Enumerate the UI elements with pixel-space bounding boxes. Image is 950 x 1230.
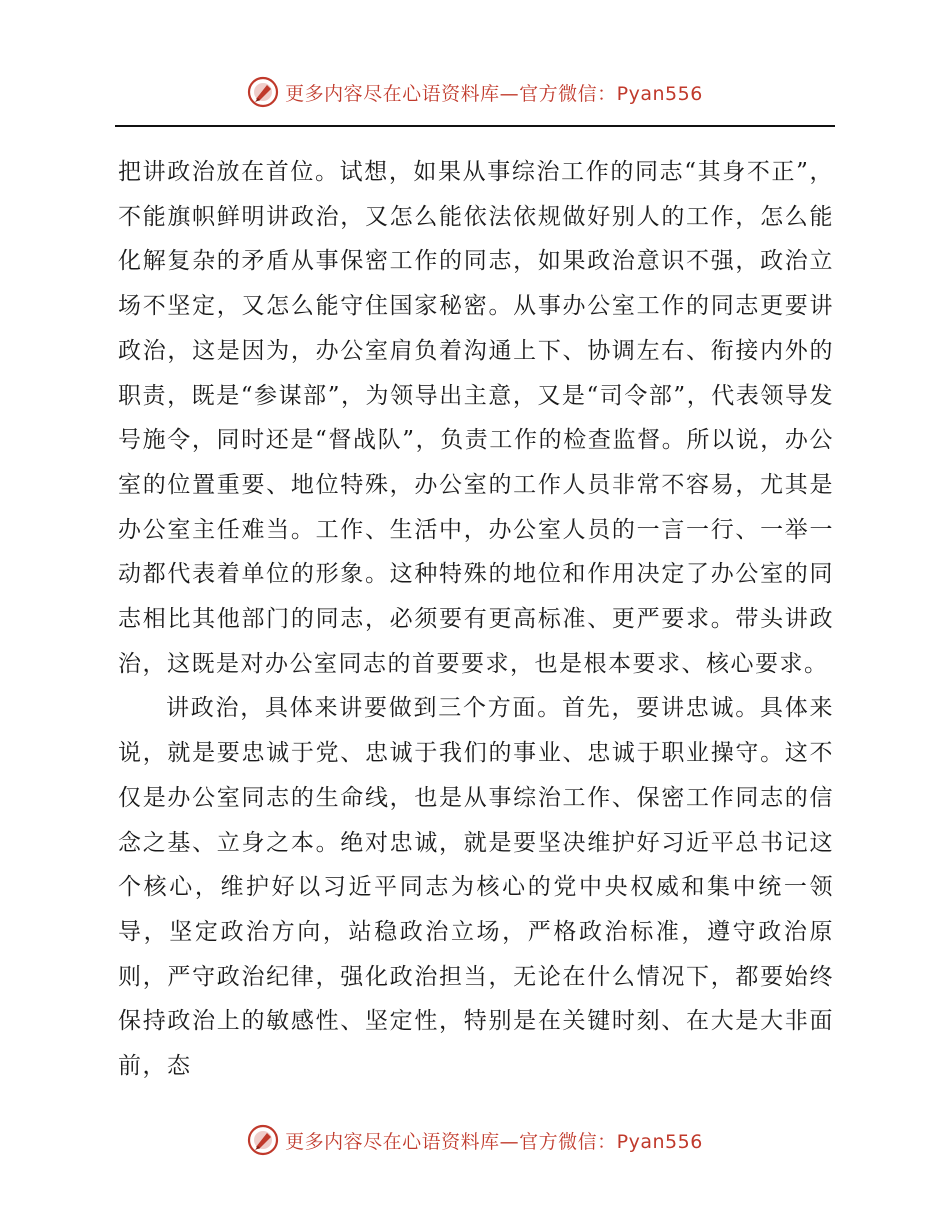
header-banner (0, 72, 950, 112)
pen-nib-logo-icon (247, 76, 279, 108)
header-banner-text: 更多内容尽在心语资料库—官方微信：Pyan556 (285, 82, 703, 105)
footer-banner-text: 更多内容尽在心语资料库—官方微信：Pyan556 (285, 1130, 703, 1153)
body-paragraph-2: 讲政治，具体来讲要做到三个方面。首先，要讲忠诚。具体来说，就是要忠诚于党、忠诚于我们的事业、忠诚于职业操守。这不仅是办公室同志的生命线，也是从事综治工作、保密工作同志的信念之基、立身之本。绝对忠诚，就是要坚决维护好习近平总书记这个核心，维护好以习近平同志为核心的党中央权威和集中统一领导，坚定政治方向，站稳政治立场，严格政治标准，遵守政治原则，严守政治纪律，强化政治担当，无论在什么情况下，都要始终保持政治上的敏感性、坚定性，特别是在关键时刻、在大是大非面前，态 (118, 695, 834, 1080)
document-body (118, 150, 834, 1089)
header-divider (115, 125, 835, 127)
body-paragraph-1: 把讲政治放在首位。试想，如果从事综治工作的同志“其身不正”，不能旗帜鲜明讲政治，又怎么能依法依规做好别人的工作，怎么能化解复杂的矛盾从事保密工作的同志，如果政治意识不强，政治立场不坚定，又怎么能守住国家秘密。从事办公室工作的同志更要讲政治，这是因为，办公室肩负着沟通上下、协调左右、衔接内外的职责，既是“参谋部”，为领导出主意，又是“司令部”，代表领导发号施令，同时还是“督战队”，负责工作的检查监督。所以说，办公室的位置重要、地位特殊，办公室的工作人员非常不容易，尤其是办公室主任难当。工作、生活中，办公室人员的一言一行、一举一动都代表着单位的形象。这种特殊的地位和作用决定了办公室的同志相比其他部门的同志，必须要有更高标准、更严要求。带头讲政治，这既是对办公室同志的首要要求，也是根本要求、核心要求。 (118, 159, 834, 677)
footer-banner (0, 1120, 950, 1160)
pen-nib-logo-icon (247, 1124, 279, 1156)
